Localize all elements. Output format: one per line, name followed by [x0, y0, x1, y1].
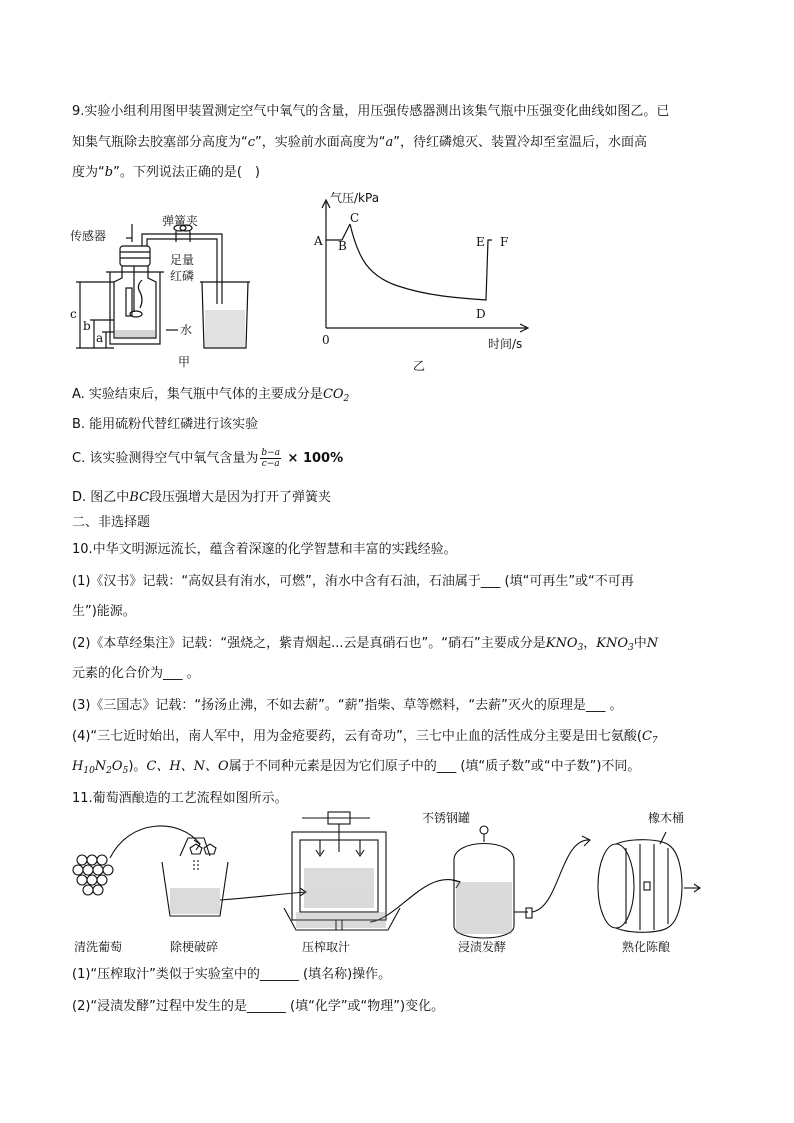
option-text: 段压强增大是因为打开了弹簧夹 [149, 490, 332, 505]
q10-part1-line2: 生”)能源。 [72, 604, 136, 619]
var-a: a [385, 135, 394, 150]
point-D: D [476, 307, 486, 321]
q10-part2-line1 [72, 634, 658, 658]
xlabel: 时间/s [488, 337, 523, 351]
step-wash-grapes: 清洗葡萄 [74, 940, 123, 954]
label-barrel: 橡木桶 [648, 811, 685, 825]
subscript: 10 [83, 766, 95, 776]
option-text: C. 该实验测得空气中氧气含量为 [72, 451, 259, 466]
element-list: C、H、N、O [146, 759, 229, 774]
q10-text: )。 [128, 759, 147, 774]
origin-label: 0 [322, 333, 330, 347]
q10-part4-line2 [72, 757, 640, 781]
grapes-icon [73, 855, 113, 895]
fraction [260, 448, 281, 469]
q9-option-b: B. 能用硫粉代替红磷进行该实验 [72, 417, 259, 432]
q9-text: ”，实验前水面高度为“ [255, 135, 386, 150]
figure-yi-pressure-curve [308, 188, 548, 378]
q10-part3: (3)《三国志》记载：“扬汤止沸，不如去薪”。“薪”指柴、草等燃料，“去薪”灭火的原理是___ 。 [72, 698, 623, 713]
subscript: 3 [628, 643, 634, 653]
q9-option-c [72, 448, 343, 469]
q10-part2-line2: 元素的化合价为___ 。 [72, 666, 200, 681]
subscript: 2 [106, 766, 112, 776]
q9-option-a [72, 385, 349, 409]
point-C: C [350, 211, 360, 225]
formula-kno3: KNO [596, 636, 629, 651]
option-text: D. 图乙中 [72, 490, 130, 505]
point-E: E [476, 235, 485, 249]
point-F: F [500, 235, 509, 249]
pressure-curve [350, 224, 492, 300]
formula-co2: CO [322, 387, 344, 402]
label-phosphorus-1: 足量 [170, 253, 195, 267]
q10-text: ， [583, 636, 597, 651]
q9-stem-line1: 9.实验小组利用图甲装置测定空气中氧气的含量，用压强传感器测出该集气瓶中压强变化曲线如图乙。已 [72, 104, 670, 119]
percent: × 100% [283, 451, 344, 466]
q11-part2: (2)“浸渍发酵”过程中发生的是______ (填“化学”或“物理”)变化。 [72, 999, 445, 1014]
q10-text: (4)“三七近时始出，南人军中，用为金疮要药，云有奇功”，三七中止血的活性成分主要是田七氨酸( [72, 729, 642, 744]
q9-option-d [72, 488, 331, 508]
caption-yi: 乙 [413, 359, 426, 373]
figure-wine-process [70, 808, 710, 960]
subscript: 5 [122, 766, 129, 776]
q10-text: (2)《本草经集注》记载：“强烧之，紫青烟起...云是真硝石也”。“硝石”主要成分是 [72, 636, 546, 651]
numerator: b−a [261, 448, 281, 458]
q10-part1-line1: (1)《汉书》记载：“高奴县有洧水，可燃”，洧水中含有石油，石油属于___ (填“可再生”或“不可再 [72, 574, 634, 589]
label-clip: 弹簧夹 [162, 214, 199, 228]
step-destem-crush: 除梗破碎 [170, 940, 219, 954]
point-B: B [338, 239, 347, 253]
formula-o: O [111, 759, 123, 774]
q9-text: 知集气瓶除去胶塞部分高度为“ [72, 135, 248, 150]
option-text: A. 实验结束后，集气瓶中气体的主要成分是 [72, 387, 323, 402]
q10-stem: 10.中华文明源远流长，蕴含着深邃的化学智慧和丰富的实践经验。 [72, 542, 457, 557]
label-dim-b: b [83, 319, 91, 333]
q11-part1: (1)“压榨取汁”类似于实验室中的______ (填名称)操作。 [72, 967, 392, 982]
q9-stem-line2 [72, 133, 647, 153]
label-dim-c: c [70, 307, 77, 321]
label-tank: 不锈钢罐 [422, 811, 471, 825]
formula-kno3: KNO [545, 636, 578, 651]
q9-text: 度为“ [72, 165, 105, 180]
q9-text: ”，待红磷熄灭、装置冷却至室温后，水面高 [393, 135, 648, 150]
q10-text: 中 [633, 636, 647, 651]
element-n: N [646, 636, 659, 651]
denominator: c−a [261, 459, 280, 469]
figure-jia-apparatus [70, 212, 250, 372]
var-b: b [104, 165, 114, 180]
label-water: 水 [180, 323, 193, 337]
q10-text: 属于不同种元素是因为它们原子中的___ (填“质子数”或“中子数”)不同。 [228, 759, 641, 774]
step-press-juice: 压榨取汁 [302, 940, 351, 954]
subscript: 3 [577, 643, 584, 653]
label-dim-a: a [96, 331, 104, 345]
formula-c: C [641, 729, 652, 744]
step-ferment: 浸渍发酵 [458, 940, 507, 954]
formula-h: H [72, 759, 84, 774]
subscript: 7 [651, 736, 658, 746]
section-heading: 二、非选择题 [72, 515, 151, 530]
var-c: c [247, 135, 256, 150]
formula-n: N [94, 759, 107, 774]
step-age: 熟化陈酿 [622, 940, 671, 954]
subscript: 2 [343, 394, 350, 404]
point-A: A [314, 234, 323, 248]
segment-bc: BC [129, 490, 150, 505]
ylabel: 气压/kPa [330, 191, 380, 205]
caption-jia: 甲 [178, 355, 191, 369]
label-phosphorus-2: 红磷 [170, 269, 195, 283]
q11-stem: 11.葡萄酒酿造的工艺流程如图所示。 [72, 791, 288, 806]
q10-part4-line1 [72, 727, 658, 751]
label-sensor: 传感器 [70, 229, 107, 243]
q9-text: ”。下列说法正确的是( ) [113, 165, 260, 180]
q9-stem-line3 [72, 163, 260, 183]
